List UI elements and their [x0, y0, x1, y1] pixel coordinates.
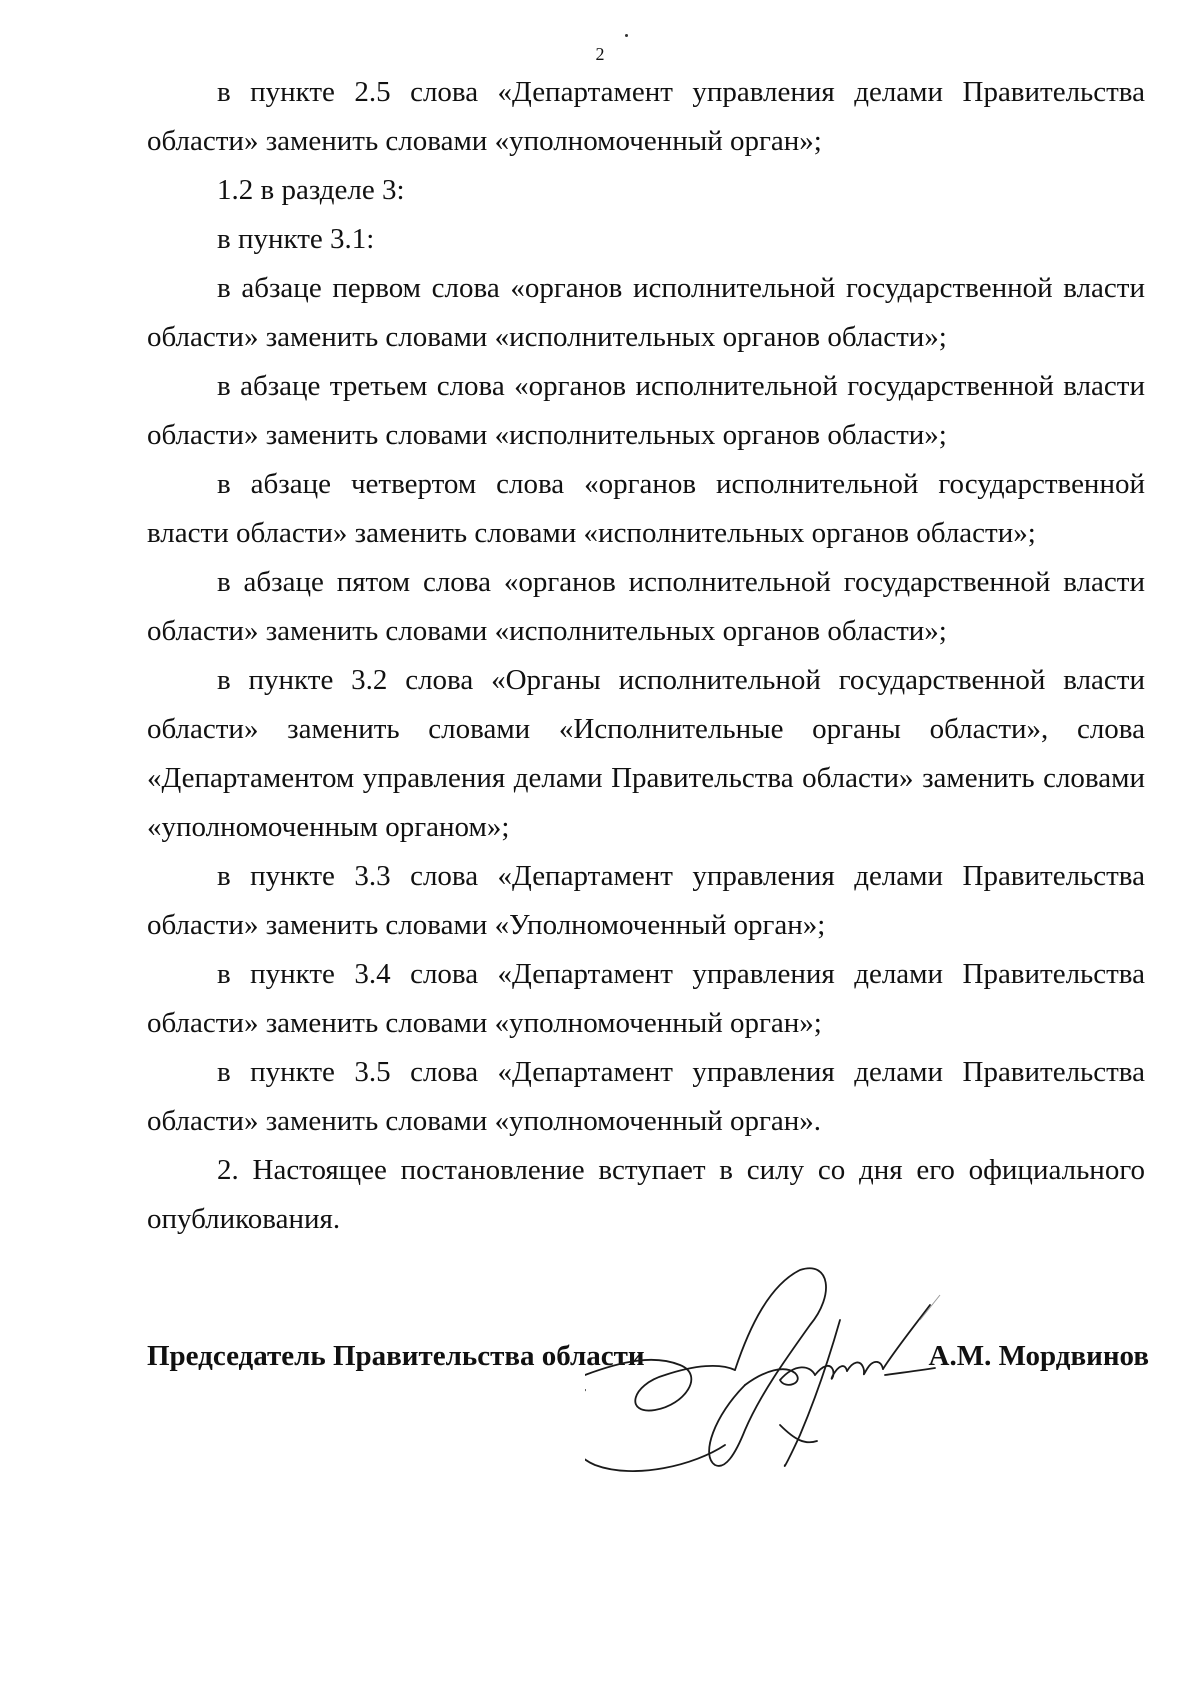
signer-name: А.М. Мордвинов — [928, 1340, 1149, 1372]
paragraph-item-3-5: в пункте 3.5 слова «Департамент управления делами Правительства области» заменить словами «уполномоченный орган». — [147, 1056, 1145, 1137]
page-number: 2 — [595, 44, 605, 64]
paragraph-item-2-5: в пункте 2.5 слова «Департамент управления делами Правительства области» заменить словами «уполномоченный орган»; — [147, 76, 1145, 157]
paragraph-abzats-fifth: в абзаце пятом слова «органов исполнительной государственной власти области» заменить словами «исполнительных органов области»; — [147, 566, 1145, 647]
paragraph-item-3-1: в пункте 3.1: — [217, 223, 375, 255]
document-body — [147, 68, 1145, 1244]
paragraph-abzats-first: в абзаце первом слова «органов исполнительной государственной власти области» заменить словами «исполнительных органов области»; — [147, 272, 1145, 353]
paragraph-item-3-3: в пункте 3.3 слова «Департамент управления делами Правительства области» заменить словами «Уполномоченный орган»; — [147, 860, 1145, 941]
signer-title: Председатель Правительства области — [147, 1340, 645, 1372]
scan-speck — [625, 34, 628, 37]
paragraph-entry-into-force: 2. Настоящее постановление вступает в силу со дня его официального опубликования. — [147, 1154, 1145, 1235]
paragraph-section-1-2: 1.2 в разделе 3: — [217, 174, 405, 206]
paragraph-abzats-fourth: в абзаце четвертом слова «органов исполнительной государственной власти области» заменить словами «исполнительных органов области»; — [147, 468, 1145, 549]
paragraph-item-3-2: в пункте 3.2 слова «Органы исполнительной государственной власти области» заменить словами «Исполнительные органы области», слова «Департаментом управления делами Правительства области» заменить словами «уполномоченным органом»; — [147, 664, 1145, 843]
handwritten-signature — [585, 1265, 945, 1480]
paragraph-abzats-third: в абзаце третьем слова «органов исполнительной государственной власти области» заменить словами «исполнительных органов области»; — [147, 370, 1145, 451]
paragraph-item-3-4: в пункте 3.4 слова «Департамент управления делами Правительства области» заменить словами «уполномоченный орган»; — [147, 958, 1145, 1039]
